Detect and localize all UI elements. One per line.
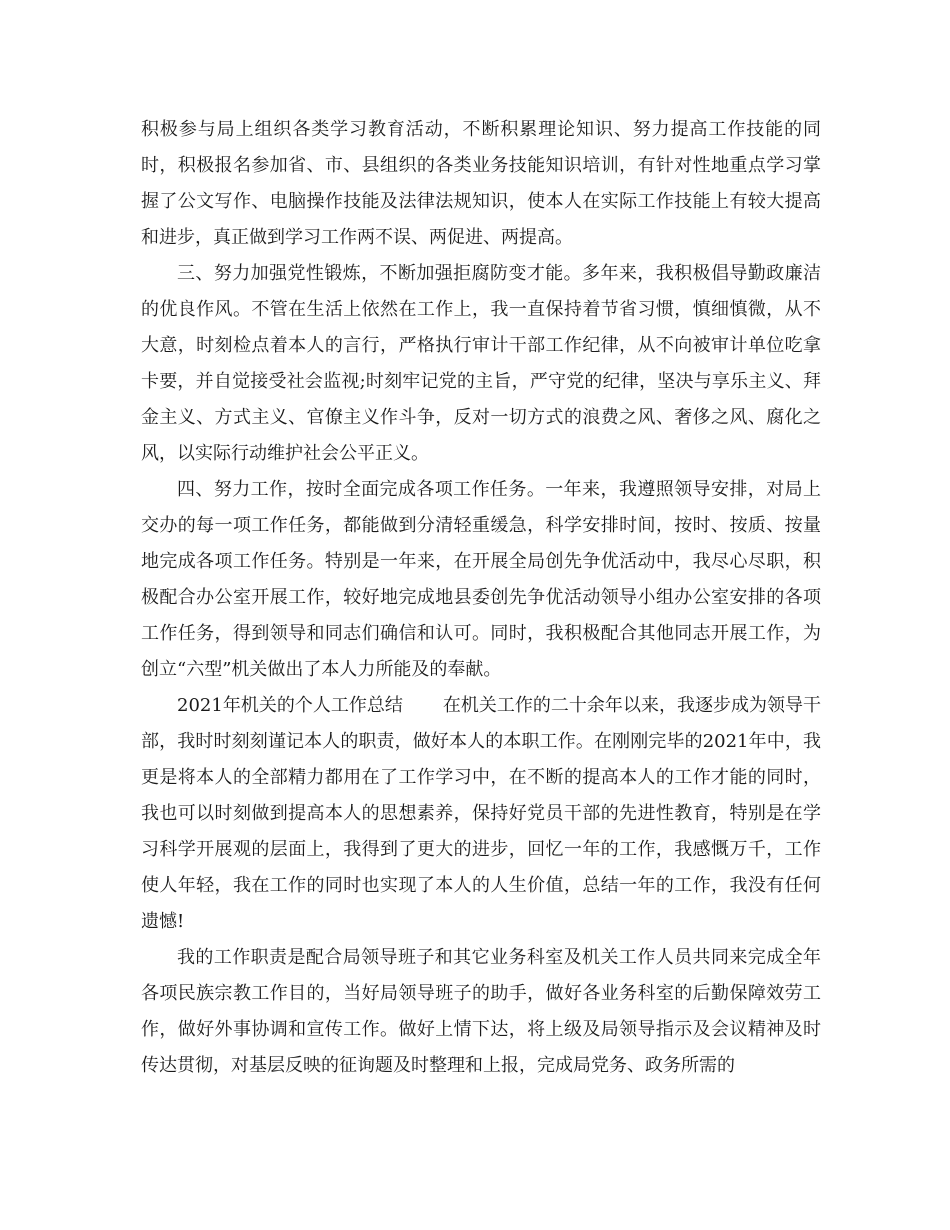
inline-title: 2021年机关的个人工作总结 bbox=[177, 695, 403, 716]
document-body bbox=[141, 112, 821, 1084]
paragraph-annual-summary bbox=[141, 688, 821, 940]
paragraph-job-duties: 我的工作职责是配合局领导班子和其它业务科室及机关工作人员共同来完成全年各项民族宗教工作目的，当好局领导班子的助手，做好各业务科室的后勤保障效劳工作，做好外事协调和宣传工作。做好上情下达，将上级及局领导指示及会议精神及时传达贯彻，对基层反映的征询题及时整理和上报，完成局党务、政务所需的 bbox=[141, 947, 821, 1076]
paragraph-work-tasks: 四、努力工作，按时全面完成各项工作任务。一年来，我遵照领导安排，对局上交办的每一项工作任务，都能做到分清轻重缓急，科学安排时间，按时、按质、按量地完成各项工作任务。特别是一年来，在开展全局创先争优活动中，我尽心尽职，积极配合办公室开展工作，较好地完成地县委创先争优活动领导小组办公室安排的各项工作任务，得到领导和同志们确信和认可。同时，我积极配合其他同志开展工作，为创立“六型”机关做出了本人力所能及的奉献。 bbox=[141, 479, 821, 680]
paragraph-study: 积极参与局上组织各类学习教育活动，不断积累理论知识、努力提高工作技能的同时，积极报名参加省、市、县组织的各类业务技能知识培训，有针对性地重点学习掌握了公文写作、电脑操作技能及法律法规知识，使本人在实际工作技能上有较大提高和进步，真正做到学习工作两不误、两促进、两提高。 bbox=[141, 119, 821, 248]
paragraph-party-discipline: 三、努力加强党性锻炼，不断加强拒腐防变才能。多年来，我积极倡导勤政廉洁的优良作风。不管在生活上依然在工作上，我一直保持着节省习惯，慎细慎微，从不大意，时刻检点着本人的言行，严格执行审计干部工作纪律，从不向被审计单位吃拿卡要，并自觉接受社会监视;时刻牢记党的主旨，严守党的纪律，坚决与享乐主义、拜金主义、方式主义、官僚主义作斗争，反对一切方式的浪费之风、奢侈之风、腐化之风，以实际行动维护社会公平正义。 bbox=[141, 263, 821, 464]
paragraph-annual-summary-text: 在机关工作的二十余年以来，我逐步成为领导干部，我时时刻刻谨记本人的职责，做好本人的本职工作。在刚刚完毕的2021年中，我更是将本人的全部精力都用在了工作学习中，在不断的提高本人的工作才能的同时，我也可以时刻做到提高本人的思想素养，保持好党员干部的先进性教育，特别是在学习科学开展观的层面上，我得到了更大的进步，回忆一年的工作，我感慨万千，工作使人年轻，我在工作的同时也实现了本人的人生价值，总结一年的工作，我没有任何遗憾! bbox=[141, 695, 821, 932]
